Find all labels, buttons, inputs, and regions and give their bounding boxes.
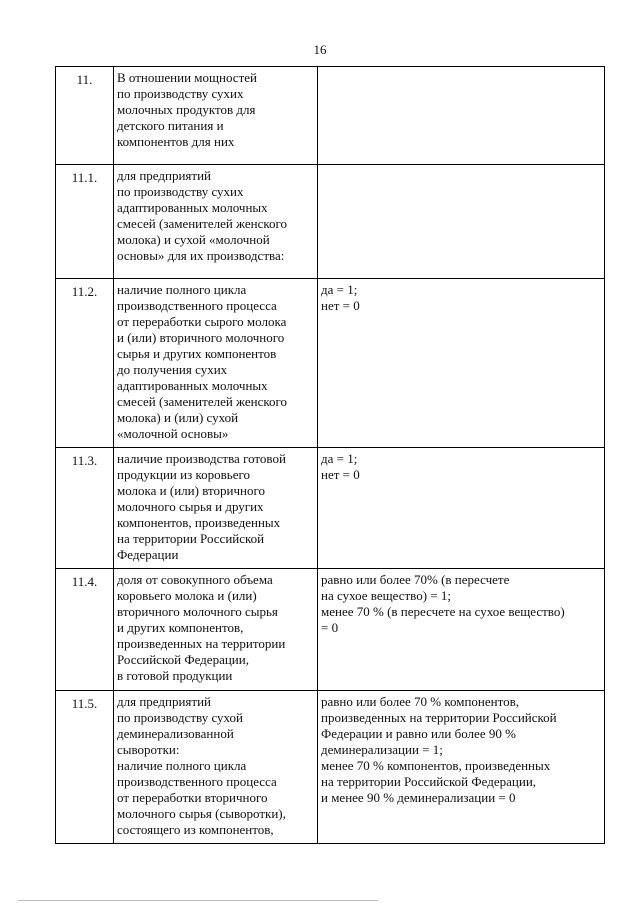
description-line: по производству сухой bbox=[117, 710, 244, 725]
description-line: адаптированных молочных bbox=[117, 200, 268, 215]
criterion-score bbox=[318, 691, 605, 844]
description-line: деминерализованной bbox=[117, 726, 234, 741]
description-line: доля от совокупного объема bbox=[117, 572, 273, 587]
criterion-description bbox=[114, 67, 318, 165]
row-number: 11.1. bbox=[56, 165, 114, 279]
criterion-score bbox=[318, 165, 605, 279]
score-line: и менее 90 % деминерализации = 0 bbox=[321, 790, 516, 805]
criterion-score bbox=[318, 569, 605, 691]
criterion-score bbox=[318, 67, 605, 165]
scan-bottom-edge bbox=[18, 900, 378, 901]
table-row bbox=[56, 67, 605, 165]
description-line: коровьего молока и (или) bbox=[117, 588, 257, 603]
description-line: производственного процесса bbox=[117, 298, 277, 313]
score-line: Федерации и равно или более 90 % bbox=[321, 726, 516, 741]
score-line: нет = 0 bbox=[321, 467, 360, 482]
description-line: по производству сухих bbox=[117, 86, 244, 101]
description-line: смесей (заменителей женского bbox=[117, 394, 288, 409]
description-line: до получения сухих bbox=[117, 362, 228, 377]
score-line: на сухое вещество) = 1; bbox=[321, 588, 451, 603]
description-line: детского питания и bbox=[117, 118, 224, 133]
description-line: произведенных на территории bbox=[117, 636, 286, 651]
score-line: = 0 bbox=[321, 620, 339, 635]
row-number: 11.3. bbox=[56, 448, 114, 569]
score-line: да = 1; bbox=[321, 282, 358, 297]
table-row bbox=[56, 165, 605, 279]
description-line: для предприятий bbox=[117, 168, 211, 183]
description-line: от переработки сырого молока bbox=[117, 314, 287, 329]
description-line: сыворотки: bbox=[117, 742, 180, 757]
description-line: в готовой продукции bbox=[117, 668, 233, 683]
description-line: компонентов для них bbox=[117, 134, 235, 149]
description-line: молока) и (или) сухой bbox=[117, 410, 239, 425]
description-line: производственного процесса bbox=[117, 774, 277, 789]
description-line: и (или) вторичного молочного bbox=[117, 330, 285, 345]
description-line: молочного сырья (сыворотки), bbox=[117, 806, 286, 821]
description-line: В отношении мощностей bbox=[117, 70, 257, 85]
description-line: молока и (или) вторичного bbox=[117, 483, 265, 498]
table-row bbox=[56, 569, 605, 691]
score-line: на территории Российской Федерации, bbox=[321, 774, 537, 789]
description-line: по производству сухих bbox=[117, 184, 244, 199]
description-line: Федерации bbox=[117, 547, 179, 562]
score-line: равно или более 70 % компонентов, bbox=[321, 694, 519, 709]
description-line: молочных продуктов для bbox=[117, 102, 256, 117]
description-line: молока) и сухой «молочной bbox=[117, 232, 270, 247]
description-line: смесей (заменителей женского bbox=[117, 216, 288, 231]
criterion-description bbox=[114, 448, 318, 569]
description-line: состоящего из компонентов, bbox=[117, 822, 274, 837]
description-line: продукции из коровьего bbox=[117, 467, 250, 482]
table-row bbox=[56, 448, 605, 569]
score-line: нет = 0 bbox=[321, 298, 360, 313]
description-line: сырья и других компонентов bbox=[117, 346, 277, 361]
criterion-description bbox=[114, 691, 318, 844]
description-line: на территории Российской bbox=[117, 531, 265, 546]
description-line: и других компонентов, bbox=[117, 620, 244, 635]
description-line: для предприятий bbox=[117, 694, 211, 709]
description-line: «молочной основы» bbox=[117, 426, 229, 441]
description-line: компонентов, произведенных bbox=[117, 515, 281, 530]
criterion-description bbox=[114, 569, 318, 691]
description-line: наличие производства готовой bbox=[117, 451, 286, 466]
criteria-table bbox=[55, 66, 605, 844]
description-line: Российской Федерации, bbox=[117, 652, 249, 667]
criterion-score bbox=[318, 279, 605, 448]
description-line: основы» для их производства: bbox=[117, 248, 285, 263]
table-row bbox=[56, 279, 605, 448]
criterion-description bbox=[114, 279, 318, 448]
criterion-score bbox=[318, 448, 605, 569]
score-line: менее 70 % (в пересчете на сухое вещество) bbox=[321, 604, 565, 619]
score-line: менее 70 % компонентов, произведенных bbox=[321, 758, 551, 773]
row-number: 11.2. bbox=[56, 279, 114, 448]
criterion-description bbox=[114, 165, 318, 279]
table-row bbox=[56, 691, 605, 844]
score-line: да = 1; bbox=[321, 451, 358, 466]
page-number: 16 bbox=[313, 42, 327, 57]
score-line: деминерализации = 1; bbox=[321, 742, 443, 757]
row-number: 11.4. bbox=[56, 569, 114, 691]
row-number: 11.5. bbox=[56, 691, 114, 844]
description-line: наличие полного цикла bbox=[117, 282, 247, 297]
description-line: молочного сырья и других bbox=[117, 499, 264, 514]
row-number: 11. bbox=[56, 67, 114, 165]
score-line: произведенных на территории Российской bbox=[321, 710, 557, 725]
description-line: адаптированных молочных bbox=[117, 378, 268, 393]
description-line: наличие полного цикла bbox=[117, 758, 247, 773]
score-line: равно или более 70% (в пересчете bbox=[321, 572, 510, 587]
description-line: от переработки вторичного bbox=[117, 790, 268, 805]
description-line: вторичного молочного сырья bbox=[117, 604, 278, 619]
